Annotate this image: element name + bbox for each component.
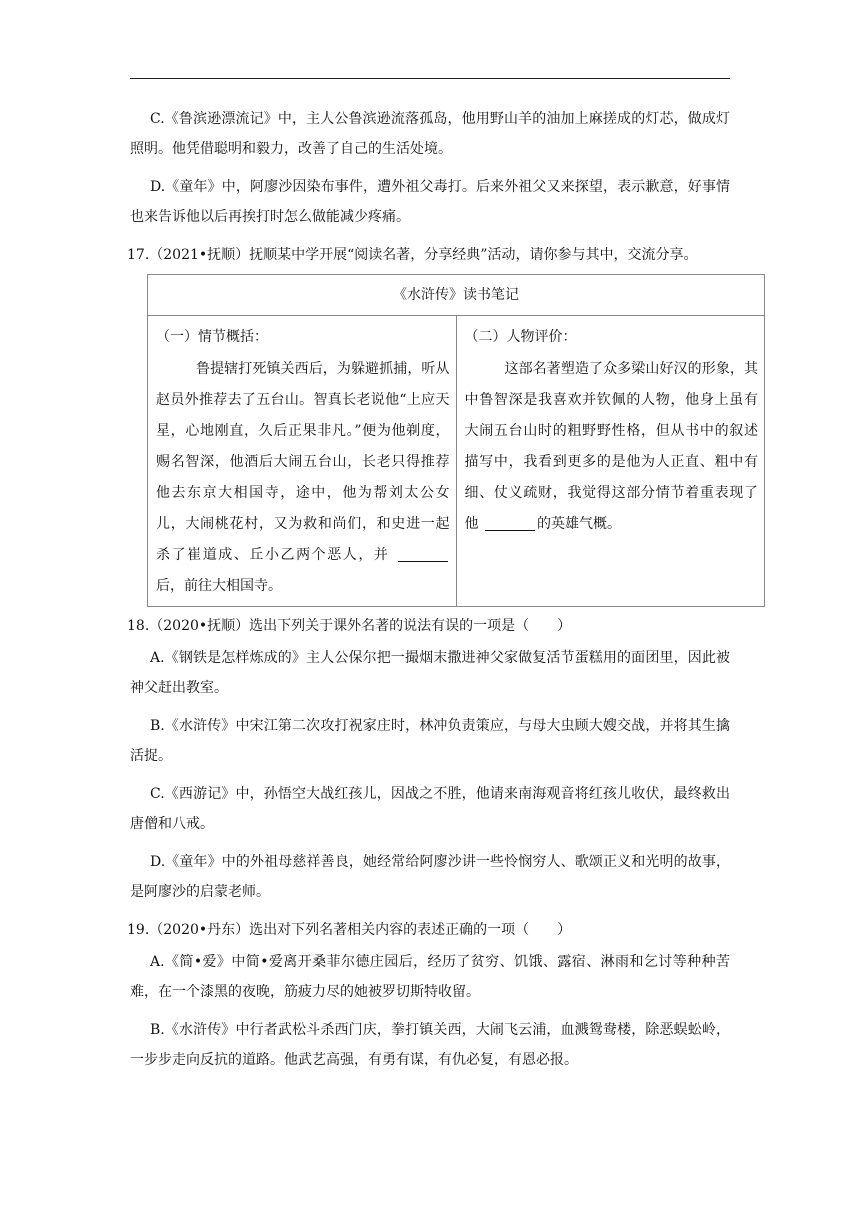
table-title: 《水浒传》读书笔记 (148, 275, 765, 316)
character-review-tail: 的英雄气概。 (536, 516, 621, 532)
header-rule (130, 78, 730, 79)
character-review-cell (456, 316, 765, 607)
plot-summary-cell (148, 316, 457, 607)
plot-summary-tail: 后，前往大相国寺。 (156, 578, 282, 594)
q18-option-a: A.《钢铁是怎样炼成的》主人公保尔把一撮烟末撒进神父家做复活节蛋糕用的面团里，因此被神父赶出教室。 (130, 650, 730, 696)
q19-stem: 19.（2020•丹东）选出对下列名著相关内容的表述正确的一项（ ） (127, 922, 572, 938)
q17-stem: 17.（2021•抚顺）抚顺某中学开展“阅读名著，分享经典”活动，请你参与其中，交流分享。 (127, 247, 698, 263)
q18-stem: 18.（2020•抚顺）选出下列关于课外名著的说法有误的一项是（ ） (127, 618, 572, 634)
plot-summary-title: （一）情节概括： (156, 329, 268, 345)
q19-option-a: A.《简•爱》中简•爱离开桑菲尔德庄园后，经历了贫穷、饥饿、露宿、淋雨和乞讨等种种苦难，在一个漆黑的夜晚，筋疲力尽的她被罗切斯特收留。 (130, 954, 730, 1000)
character-review-body (465, 354, 759, 540)
plot-summary-body (156, 354, 450, 602)
character-review-text: 这部名著塑造了众多梁山好汉的形象，其中鲁智深是我喜欢并钦佩的人物，他身上虽有大闹五台山时的粗野野性格，但从书中的叙述描写中，我看到更多的是他为人正直、粗中有细、仗义疏财，我觉得这部分情节着重表现了他 (464, 361, 758, 532)
q18-option-c: C.《西游记》中，孙悟空大战红孩儿，因战之不胜，他请来南海观音将红孩儿收伏，最终救出唐僧和八戒。 (130, 786, 730, 832)
reading-notes-table (147, 274, 765, 607)
q18-option-b: B.《水浒传》中宋江第二次攻打祝家庄时，林冲负责策应，与母大虫顾大嫂交战，并将其生擒活捉。 (130, 718, 730, 764)
plot-summary-text: 鲁提辖打死镇关西后，为躲避抓捕，听从赵员外推荐去了五台山。智真长老说他“上应天星，心地刚直，久后正果非凡。”便为他剃度，赐名智深，他酒后大闹五台山，长老只得推荐他去东京大相国寺，途中，他为帮刘太公女儿，大闹桃花村，又为救和尚们，和史进一起杀了崔道成、丘小乙两个恶人，并 (156, 361, 450, 563)
fill-blank-2[interactable] (485, 514, 535, 531)
q19-option-b: B.《水浒传》中行者武松斗杀西门庆，拳打镇关西，大闹飞云浦，血溅鸳鸯楼，除恶蜈蚣岭，一步步走向反抗的道路。他武艺高强，有勇有谋，有仇必复，有恩必报。 (130, 1022, 730, 1068)
document-page (127, 104, 758, 1083)
character-review-title: （二）人物评价： (464, 329, 577, 345)
q16-option-d: D.《童年》中，阿廖沙因染布事件，遭外祖父毒打。后来外祖父又来探望，表示歉意，好事情也来告诉他以后再挨打时怎么做能减少疼痛。 (130, 179, 730, 225)
q16-option-c: C.《鲁滨逊漂流记》中，主人公鲁滨逊流落孤岛，他用野山羊的油加上麻搓成的灯芯，做成灯照明。他凭借聪明和毅力，改善了自己的生活处境。 (130, 111, 730, 157)
q18-option-d: D.《童年》中的外祖母慈祥善良，她经常给阿廖沙讲一些怜悯穷人、歌颂正义和光明的故事，是阿廖沙的启蒙老师。 (130, 854, 730, 900)
fill-blank-1[interactable] (398, 545, 448, 562)
